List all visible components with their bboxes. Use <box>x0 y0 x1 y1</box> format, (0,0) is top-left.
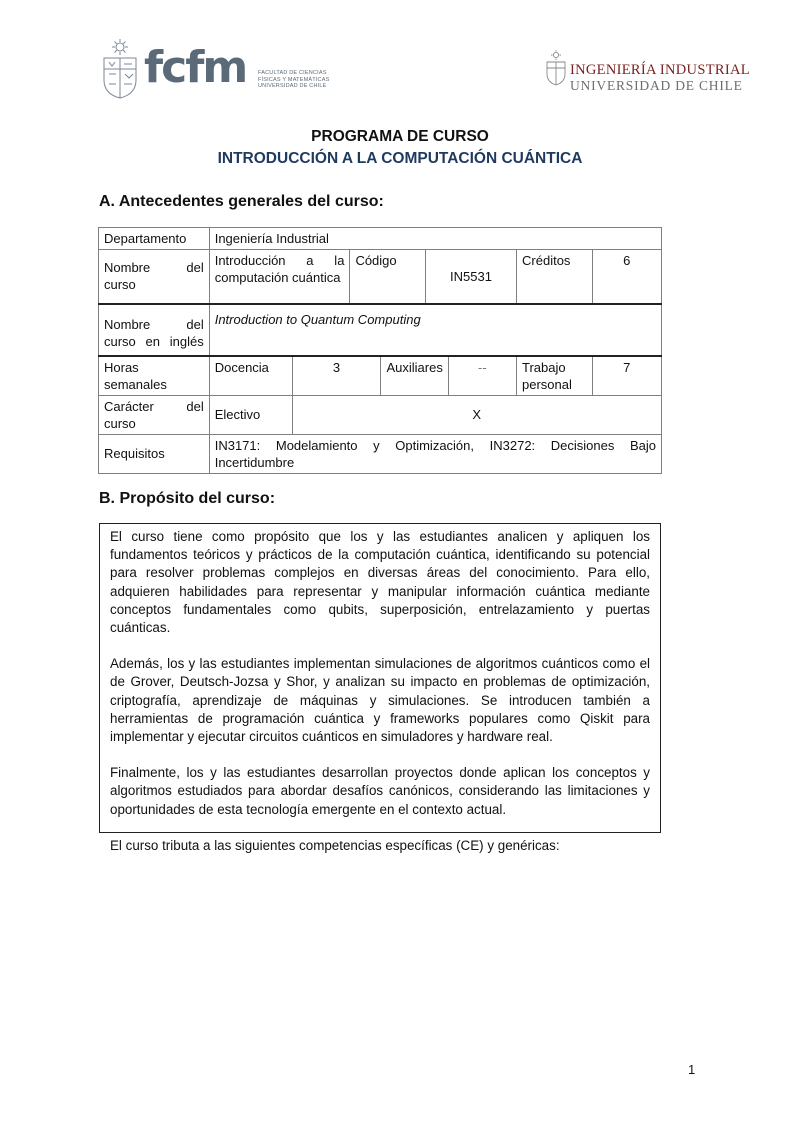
value-codigo: IN5531 <box>425 250 516 304</box>
value-auxiliares: -- <box>448 356 516 396</box>
label-docencia: Docencia <box>209 356 292 396</box>
fcfm-logo <box>100 38 330 102</box>
value-creditos: 6 <box>592 250 661 304</box>
label-requisitos: Requisitos <box>99 434 210 473</box>
purpose-paragraph-3: Finalmente, los y las estudiantes desarrollan proyectos donde aplican los conceptos y algoritmos estudiados para abordar desafíos canónicos, considerando las limitaciones y oportunidades de esta tecnología emergente en el contexto actual. <box>110 765 650 817</box>
label-creditos: Créditos <box>517 250 593 304</box>
value-nombre-ingles: Introduction to Quantum Computing <box>209 304 661 356</box>
fcfm-wordmark: fcfm <box>144 42 247 93</box>
row-departamento <box>99 228 662 250</box>
label-nombre-curso: Nombre del curso <box>99 250 210 304</box>
label-caracter: Carácter del curso <box>99 395 210 434</box>
row-caracter <box>99 395 662 434</box>
label-departamento: Departamento <box>99 228 210 250</box>
page-number: 1 <box>688 1062 696 1077</box>
course-info-table <box>98 227 662 474</box>
course-title: INTRODUCCIÓN A LA COMPUTACIÓN CUÁNTICA <box>217 150 583 167</box>
value-trabajo-personal: 7 <box>592 356 661 396</box>
value-departamento: Ingeniería Industrial <box>209 228 661 250</box>
university-seal-icon <box>545 50 567 86</box>
purpose-paragraph-1: El curso tiene como propósito que los y las estudiantes analicen y apliquen los fundamentos teóricos y prácticos de la computación cuántica, identificando su potencial para resolver problemas complejos en diversas áreas del conocimiento. Para ello, adquieren habilidades para representar y manipular información cuántica mediante conceptos fundamentales como qubits, superposición, entrelazamiento y puertas cuánticas. <box>110 529 650 636</box>
label-codigo: Código <box>350 250 426 304</box>
row-nombre-curso <box>99 250 662 304</box>
label-trabajo-personal: Trabajo personal <box>517 356 593 396</box>
row-nombre-ingles <box>99 304 662 356</box>
ii-logo-line1: INGENIERÍA INDUSTRIAL <box>570 62 750 78</box>
document-title: PROGRAMA DE CURSO <box>311 128 489 145</box>
ingenieria-industrial-logo <box>545 50 750 94</box>
purpose-paragraph-2: Además, los y las estudiantes implementan simulaciones de algoritmos cuánticos como el de Grover, Deutsch-Jozsa y Shor, y analizan su impacto en problemas de optimización, criptografía, aprendizaje de máquinas y simulaciones. Se introducen también a herramientas de programación cuántica y frameworks populares como Qiskit para implementar y ejecutar circuitos cuánticos en simuladores y hardware real. <box>110 656 650 745</box>
label-nombre-ingles: Nombre del curso en inglés <box>99 304 210 356</box>
value-docencia: 3 <box>292 356 381 396</box>
section-a-heading: A. Antecedentes generales del curso: <box>99 193 384 210</box>
purpose-box <box>99 523 661 853</box>
label-electivo: Electivo <box>209 395 292 434</box>
section-b-heading: B. Propósito del curso: <box>99 490 276 507</box>
value-requisitos: IN3171: Modelamiento y Optimización, IN3272: Decisiones Bajo Incertidumbre <box>209 434 661 473</box>
row-horas-semanales <box>99 356 662 396</box>
fcfm-subtitle: FACULTAD DE CIENCIAS FÍSICAS Y MATEMÁTICAS UNIVERSIDAD DE CHILE <box>258 70 330 89</box>
ii-logo-line2: UNIVERSIDAD DE CHILE <box>570 78 743 93</box>
label-auxiliares: Auxiliares <box>381 356 448 396</box>
label-horas-semanales: Horas semanales <box>99 356 210 396</box>
purpose-paragraph-4: El curso tributa a las siguientes competencias específicas (CE) y genéricas: <box>110 837 560 853</box>
value-electivo-mark: X <box>292 395 662 434</box>
university-crest-icon <box>100 38 140 100</box>
value-nombre-curso: Introducción a la computación cuántica <box>209 250 350 304</box>
row-requisitos <box>99 434 662 473</box>
